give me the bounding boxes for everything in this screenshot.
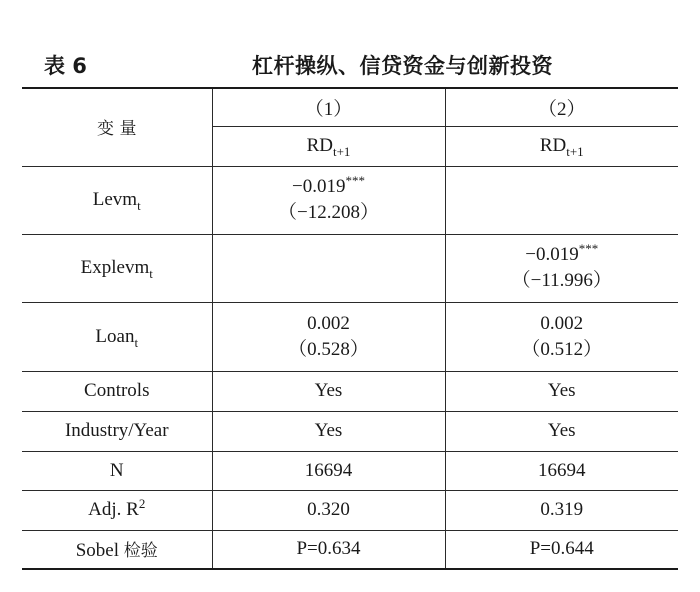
table-row-adj-r2 xyxy=(22,490,678,530)
n-col1: 16694 xyxy=(212,451,445,490)
adj-r2-col1: 0.320 xyxy=(212,490,445,530)
controls-col1: Yes xyxy=(212,371,445,411)
levm-col1 xyxy=(212,166,445,234)
sobel-label-cjk: 检验 xyxy=(123,541,158,562)
industry-year-col2: Yes xyxy=(445,411,678,451)
explevm-col2-tstat: （−11.996） xyxy=(511,270,612,291)
loan-col1-tstat: （0.528） xyxy=(288,338,369,360)
regression-table xyxy=(22,87,678,570)
table-row-controls xyxy=(22,371,678,411)
industry-year-label: Industry/Year xyxy=(22,411,212,451)
sobel-label xyxy=(22,530,212,569)
sobel-col1: P=0.634 xyxy=(212,530,445,569)
industry-year-col1: Yes xyxy=(212,411,445,451)
table-row-levm xyxy=(22,166,678,234)
controls-col2: Yes xyxy=(445,371,678,411)
levm-col1-stars: *** xyxy=(345,173,365,188)
levm-base: Levm xyxy=(92,189,138,210)
n-label: N xyxy=(22,451,212,490)
table-caption xyxy=(22,50,678,84)
col2-dv-base: RD xyxy=(539,135,567,156)
table-number: 表 6 xyxy=(44,54,87,78)
loan-col2 xyxy=(445,302,678,371)
n-col2: 16694 xyxy=(445,451,678,490)
levm-sub: t xyxy=(137,198,141,213)
col2-dv xyxy=(445,126,678,166)
loan-col1-coef: 0.002 xyxy=(307,312,350,334)
table-row-sobel xyxy=(22,530,678,569)
explevm-col1-empty xyxy=(212,234,445,302)
adj-r2-label xyxy=(22,490,212,530)
col1-dv-base: RD xyxy=(306,135,333,156)
table-row-industry-year xyxy=(22,411,678,451)
explevm-base: Explevm xyxy=(80,257,150,278)
table-title: 杠杆操纵、信贷资金与创新投资 xyxy=(252,54,553,78)
table-row-explevm xyxy=(22,234,678,302)
col1-dv xyxy=(212,126,445,166)
loan-col1 xyxy=(212,302,445,371)
sobel-label-latin: Sobel xyxy=(75,540,120,562)
loan-base: Loan xyxy=(95,325,135,347)
sobel-col2: P=0.644 xyxy=(445,530,678,569)
loan-col2-coef: 0.002 xyxy=(540,312,584,334)
controls-label: Controls xyxy=(22,371,212,411)
explevm-label xyxy=(22,234,212,302)
table-row-loan xyxy=(22,302,678,371)
adj-r2-sup: 2 xyxy=(138,496,146,511)
levm-col1-tstat: （−12.208） xyxy=(278,202,379,223)
explevm-sub: t xyxy=(149,266,153,281)
col2-number: （2） xyxy=(445,88,678,126)
loan-col2-tstat: （0.512） xyxy=(521,338,603,360)
variable-header xyxy=(22,88,212,166)
column-number-row xyxy=(22,88,678,126)
explevm-col2-stars: *** xyxy=(578,241,599,256)
levm-label xyxy=(22,166,212,234)
col1-dv-sub: t+1 xyxy=(332,144,351,159)
loan-label xyxy=(22,302,212,371)
levm-col1-coef: −0.019 xyxy=(292,176,346,197)
explevm-col2 xyxy=(445,234,678,302)
col2-dv-sub: t+1 xyxy=(566,144,584,159)
adj-r2-base: Adj. R xyxy=(88,499,139,520)
adj-r2-col2: 0.319 xyxy=(445,490,678,530)
explevm-col2-coef: −0.019 xyxy=(525,244,579,265)
table-row-n xyxy=(22,451,678,490)
variable-header-label: 变 量 xyxy=(97,119,137,140)
col1-number: （1） xyxy=(212,88,445,126)
loan-sub: t xyxy=(134,334,139,350)
levm-col2-empty xyxy=(445,166,678,234)
